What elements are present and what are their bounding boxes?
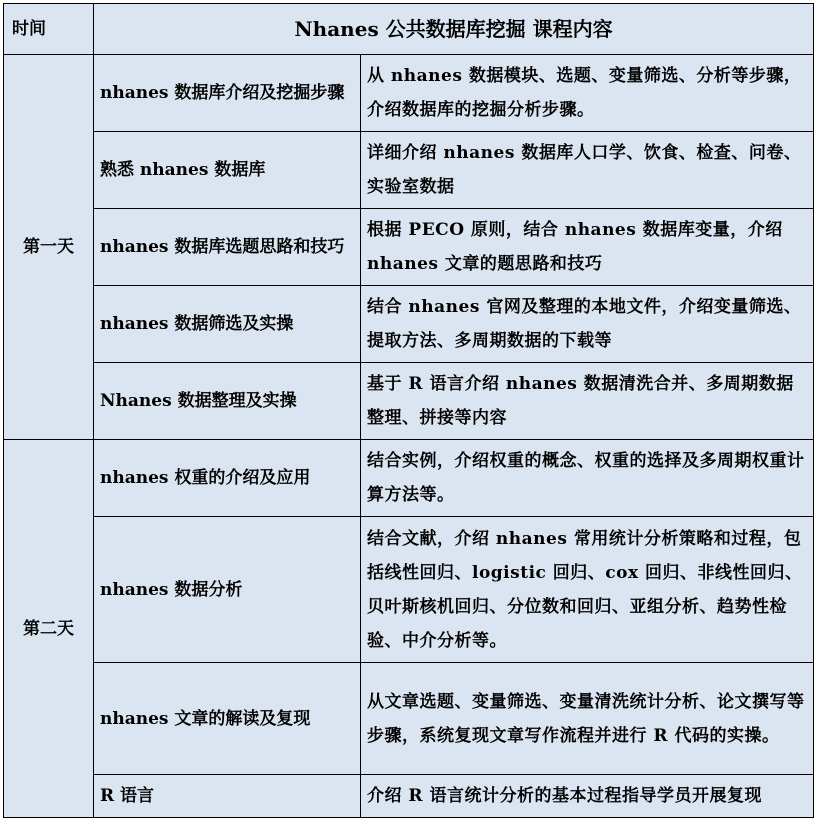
session-topic: Nhanes 数据整理及实操 xyxy=(94,363,361,440)
table-row xyxy=(4,517,814,663)
session-topic: nhanes 权重的介绍及应用 xyxy=(94,440,361,517)
session-topic: 熟悉 nhanes 数据库 xyxy=(94,132,361,209)
day-label: 第二天 xyxy=(4,440,94,818)
session-topic: R 语言 xyxy=(94,775,361,818)
session-topic: nhanes 数据分析 xyxy=(94,517,361,663)
session-content: 结合实例，介绍权重的概念、权重的选择及多周期权重计算方法等。 xyxy=(361,440,814,517)
course-table xyxy=(3,3,814,818)
table-row xyxy=(4,209,814,286)
table-row xyxy=(4,440,814,517)
time-column-header: 时间 xyxy=(4,4,94,55)
session-topic: nhanes 数据库选题思路和技巧 xyxy=(94,209,361,286)
day-label: 第一天 xyxy=(4,55,94,440)
table-row xyxy=(4,363,814,440)
table-row xyxy=(4,286,814,363)
table-row xyxy=(4,132,814,209)
session-content: 根据 PECO 原则，结合 nhanes 数据库变量，介绍 nhanes 文章的题思路和技巧 xyxy=(361,209,814,286)
header-row xyxy=(4,4,814,55)
session-content: 详细介绍 nhanes 数据库人口学、饮食、检查、问卷、实验室数据 xyxy=(361,132,814,209)
session-content: 从文章选题、变量筛选、变量清洗统计分析、论文撰写等步骤，系统复现文章写作流程并进行 R 代码的实操。 xyxy=(361,663,814,775)
session-topic: nhanes 文章的解读及复现 xyxy=(94,663,361,775)
session-content: 结合 nhanes 官网及整理的本地文件，介绍变量筛选、提取方法、多周期数据的下载等 xyxy=(361,286,814,363)
session-content: 从 nhanes 数据模块、选题、变量筛选、分析等步骤，介绍数据库的挖掘分析步骤。 xyxy=(361,55,814,132)
table-row xyxy=(4,55,814,132)
session-topic: nhanes 数据筛选及实操 xyxy=(94,286,361,363)
table-title: Nhanes 公共数据库挖掘 课程内容 xyxy=(94,4,814,55)
session-topic: nhanes 数据库介绍及挖掘步骤 xyxy=(94,55,361,132)
session-content: 结合文献，介绍 nhanes 常用统计分析策略和过程，包括线性回归、logistic 回归、cox 回归、非线性回归、贝叶斯核机回归、分位数和回归、亚组分析、趋势性检验、中介分析等。 xyxy=(361,517,814,663)
session-content: 基于 R 语言介绍 nhanes 数据清洗合并、多周期数据整理、拼接等内容 xyxy=(361,363,814,440)
table-row xyxy=(4,775,814,818)
session-content: 介绍 R 语言统计分析的基本过程指导学员开展复现 xyxy=(361,775,814,818)
table-row xyxy=(4,663,814,775)
